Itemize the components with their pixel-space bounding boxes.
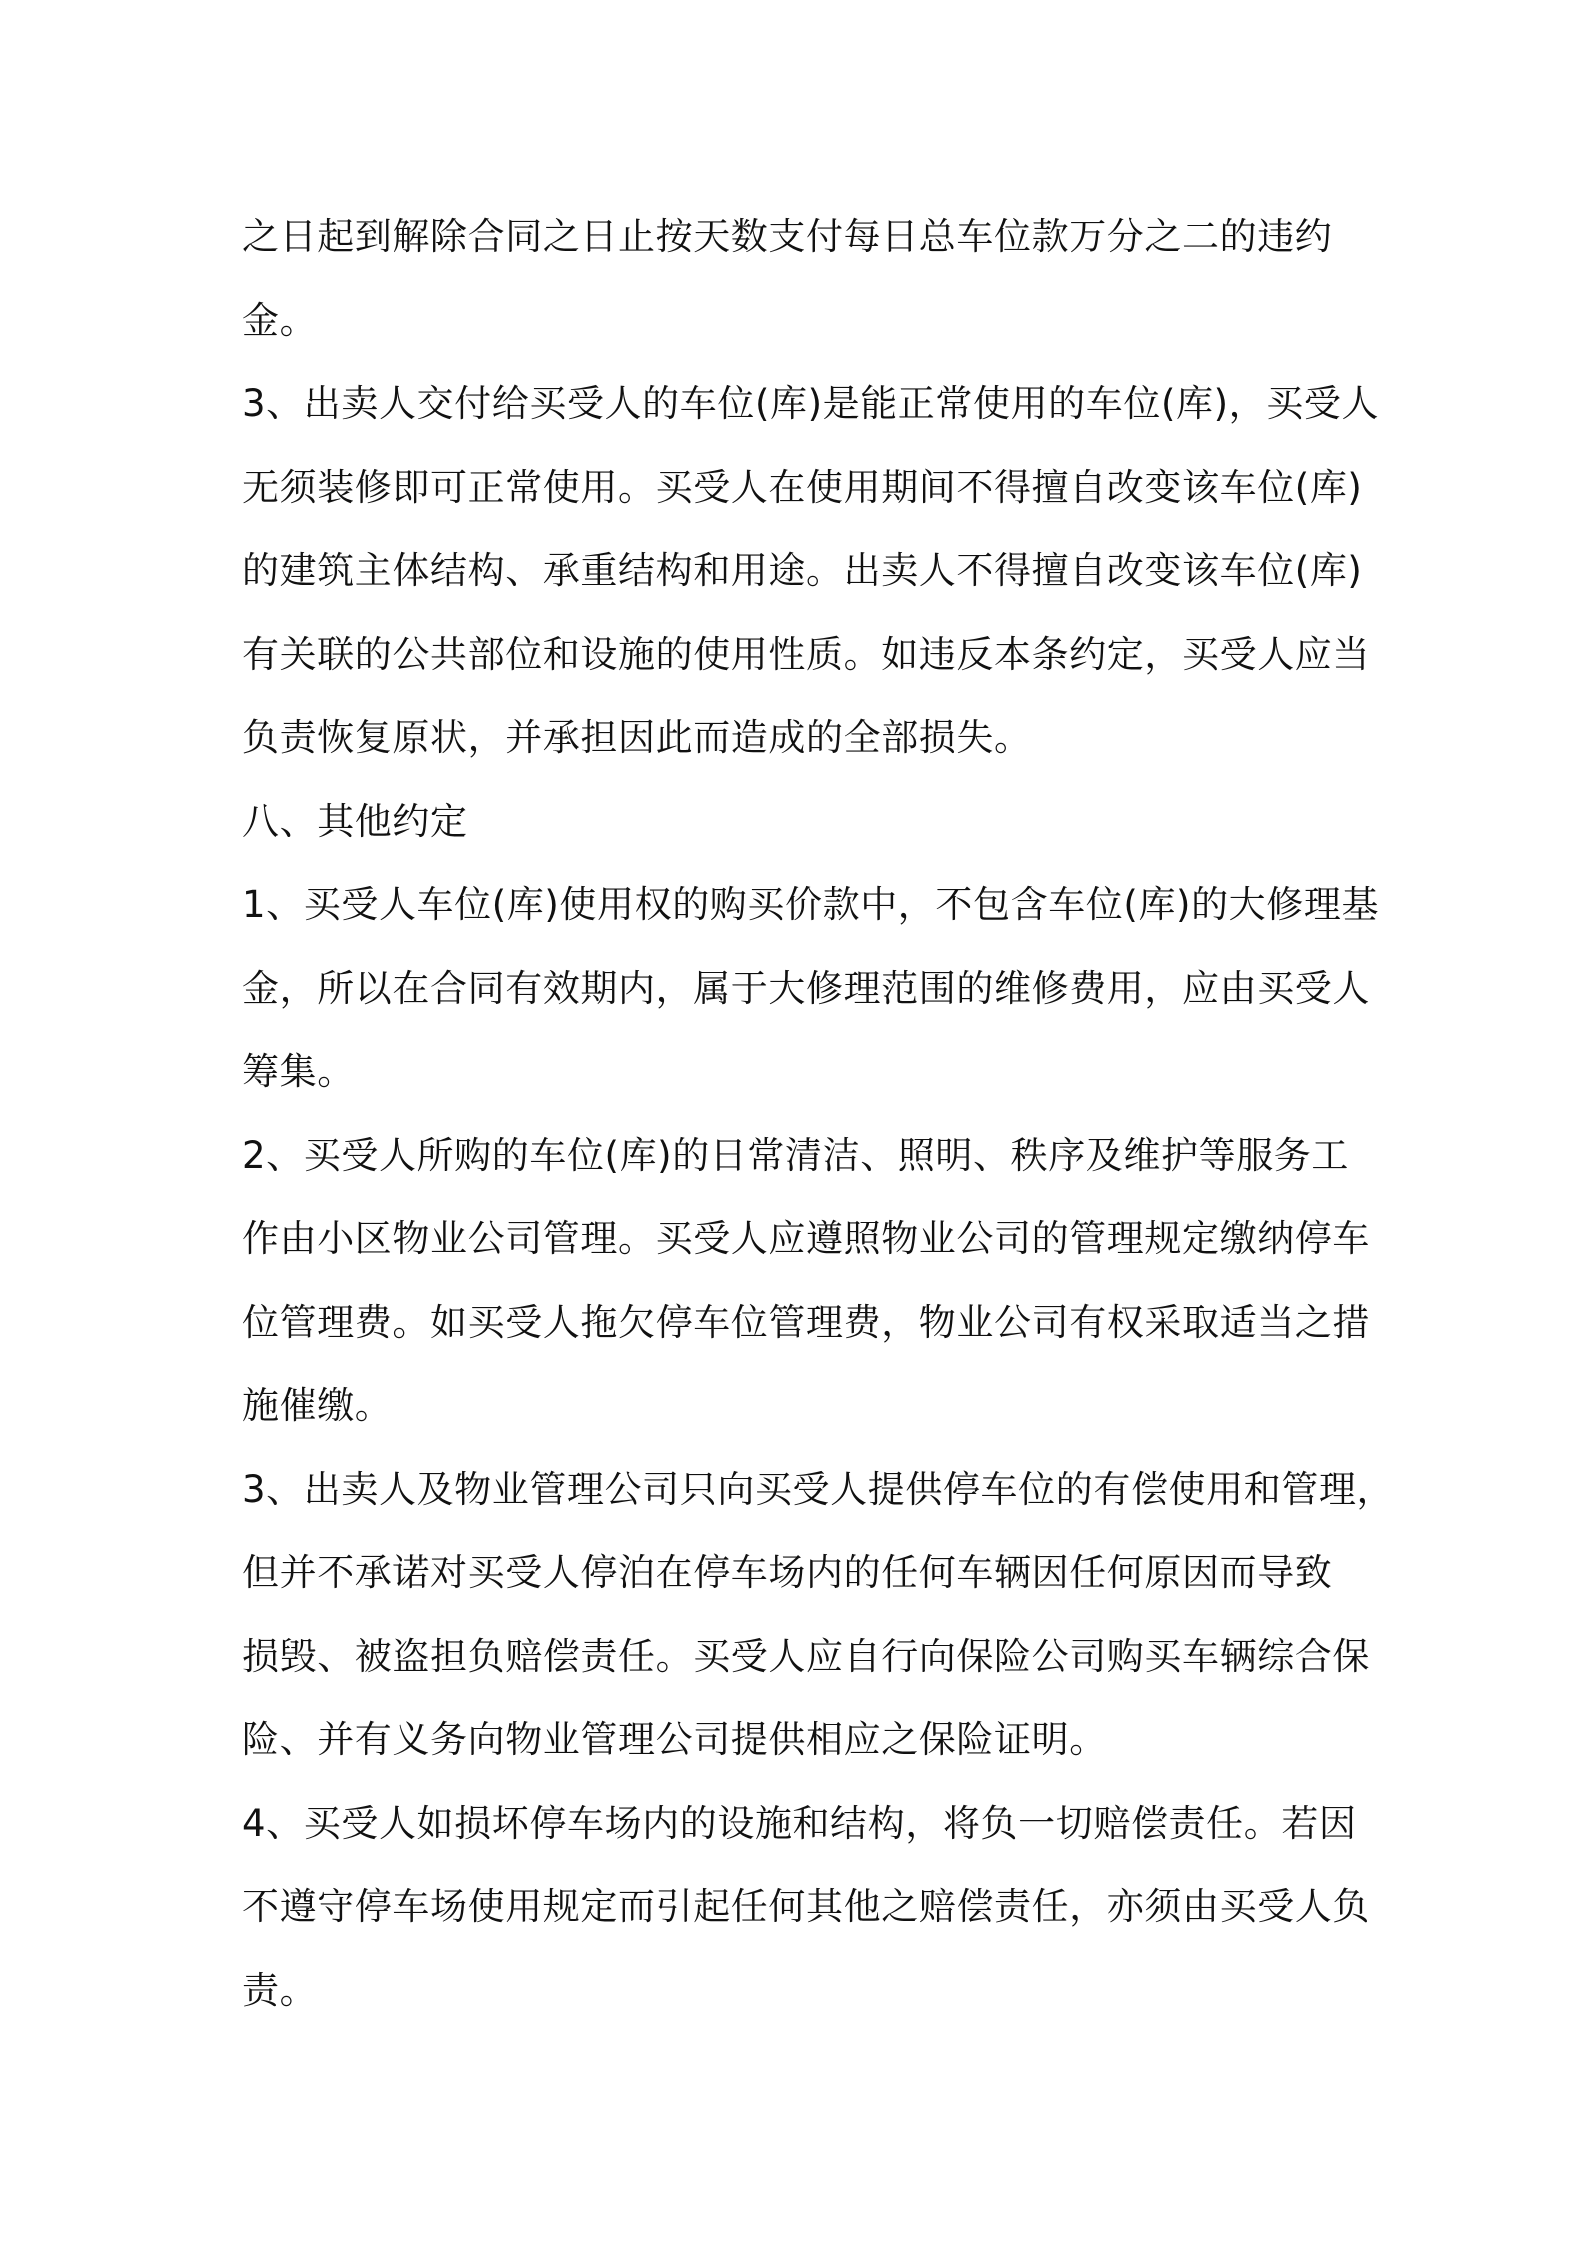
section-heading: 八、其他约定 <box>242 799 468 843</box>
text-line: 险、并有义务向物业管理公司提供相应之保险证明。 <box>242 1718 1107 1761</box>
text-line: 3、出卖人交付给买受人的车位(库)是能正常使用的车位(库)，买受人 <box>242 382 1380 425</box>
text-line: 但并不承诺对买受人停泊在停车场内的任何车辆因任何原因而导致 <box>242 1551 1333 1594</box>
text-line: 责。 <box>242 1968 318 2012</box>
text-line: 金，所以在合同有效期内，属于大修理范围的维修费用，应由买受人 <box>242 966 1370 1010</box>
text-line: 筹集。 <box>242 1050 355 1093</box>
text-line: 之日起到解除合同之日止按天数支付每日总车位款万分之二的违约 <box>242 215 1333 258</box>
text-line: 金。 <box>242 298 318 342</box>
text-line: 位管理费。如买受人拖欠停车位管理费，物业公司有权采取适当之措 <box>242 1300 1370 1344</box>
text-line: 有关联的公共部位和设施的使用性质。如违反本条约定，买受人应当 <box>242 632 1370 676</box>
text-line: 1、买受人车位(库)使用权的购买价款中，不包含车位(库)的大修理基 <box>242 883 1380 926</box>
text-line: 施催缴。 <box>242 1384 393 1427</box>
text-line: 的建筑主体结构、承重结构和用途。出卖人不得擅自改变该车位(库) <box>242 549 1363 592</box>
text-line: 无须装修即可正常使用。买受人在使用期间不得擅自改变该车位(库) <box>242 465 1363 509</box>
text-line: 2、买受人所购的车位(库)的日常清洁、照明、秩序及维护等服务工 <box>242 1133 1350 1177</box>
text-line: 作由小区物业公司管理。买受人应遵照物业公司的管理规定缴纳停车 <box>242 1217 1370 1260</box>
text-line: 损毁、被盗担负赔偿责任。买受人应自行向保险公司购买车辆综合保 <box>242 1634 1370 1678</box>
text-line: 不遵守停车场使用规定而引起任何其他之赔偿责任，亦须由买受人负 <box>242 1885 1370 1928</box>
document-body <box>242 195 1395 2032</box>
text-line: 4、买受人如损坏停车场内的设施和结构，将负一切赔偿责任。若因 <box>242 1801 1357 1845</box>
text-line: 3、出卖人及物业管理公司只向买受人提供停车位的有偿使用和管理， <box>242 1467 1395 1511</box>
text-line: 负责恢复原状，并承担因此而造成的全部损失。 <box>242 716 1032 759</box>
